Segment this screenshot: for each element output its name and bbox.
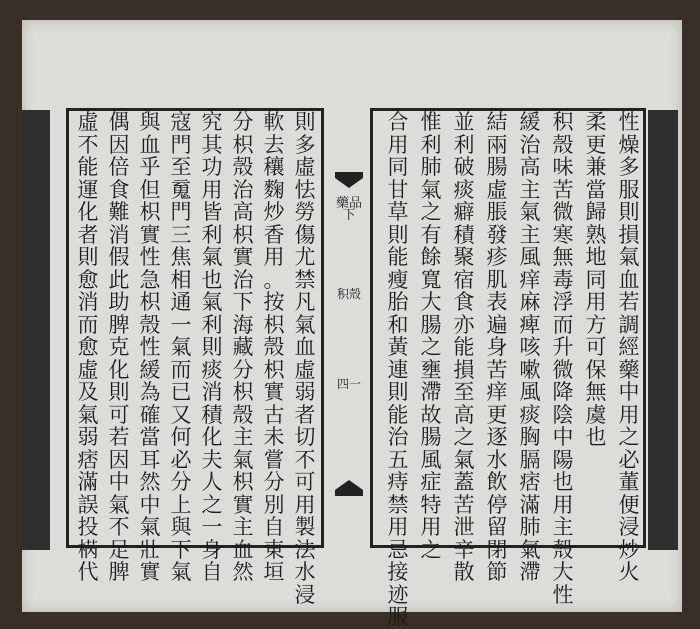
volume-label: 藥品下 xyxy=(335,196,362,223)
text-column: 究 其 功 用 皆 利 氣 也 氣 利 則 痰 消 積 化 夫 人 之 一 身 自 xyxy=(201,110,223,584)
left-page xyxy=(69,110,321,607)
text-column: 惟 利 肺 氣 之 有 餘 寬 大 腸 之 壅 滯 故 腸 風 症 特 用 之 xyxy=(420,110,442,562)
text-column: 緩 治 高 主 氣 主 風 痒 麻 痺 咳 嗽 風 痰 胸 膈 痞 滿 肺 氣 滯 xyxy=(519,110,541,584)
text-column: 性 燥 多 服 則 損 氣 血 若 調 經 藥 中 用 之 必 董 便 浸 炒 火 xyxy=(618,110,640,584)
page-number: 四一 xyxy=(336,377,361,391)
text-column: 虛 不 能 運 化 者 則 愈 消 而 愈 虛 及 氣 弱 痞 滿 誤 投 𣓃 代 xyxy=(77,110,99,584)
text-column: 寇 門 至 䰟 門 三 焦 相 通 一 氣 而 已 又 何 必 分 上 與 下 氣 xyxy=(170,110,192,584)
text-column: 偶 因 倍 食 難 消 假 此 助 脾 克 化 則 可 若 因 中 氣 不 足 脾 xyxy=(108,110,130,584)
text-column: 柔 更 兼 當 歸 熟 地 同 用 方 可 保 無 虞 也 xyxy=(585,110,607,449)
text-column: 积 殼 味 苦 微 寒 無 毒 浮 而 升 微 降 陰 中 陽 也 用 主 殼 大 性 xyxy=(552,110,574,607)
text-column: 軟 去 穰 麴 炒 香 用 。 按 枳 殼 枳 實 古 未 嘗 分 別 自 東 垣 xyxy=(263,110,285,584)
text-column: 與 血 乎 但 枳 實 性 急 枳 殼 性 緩 為 確 當 耳 然 中 氣 壯 實 xyxy=(139,110,161,584)
left-dark-strip xyxy=(22,110,50,550)
fish-tail-top-icon xyxy=(335,172,363,190)
text-column: 結 兩 腸 虛 脹 發 疹 肌 表 遍 身 苦 痒 更 逐 水 飲 停 留 閉 節 xyxy=(486,110,508,584)
text-column: 分 枳 殼 治 高 枳 實 治 下 海 藏 分 枳 殼 主 氣 枳 實 主 血 然 xyxy=(232,110,254,584)
text-column: 並 利 破 痰 癖 積 聚 宿 食 亦 能 損 至 高 之 氣 蓋 苦 泄 辛 散 xyxy=(453,110,475,584)
text-column: 則 多 虛 怯 勞 傷 尤 禁 凡 氣 血 虛 弱 者 切 不 可 用 製 法 水 浸 xyxy=(294,110,316,607)
right-dark-strip xyxy=(648,110,678,550)
right-page xyxy=(373,110,643,629)
item-label: 积殼 xyxy=(336,287,361,301)
fish-tail-bottom-icon xyxy=(335,478,363,496)
center-fold xyxy=(335,160,363,550)
text-column: 合 用 同 甘 草 則 能 瘦 胎 和 黃 連 則 能 治 五 痔 禁 用 忌 接 迹 服 xyxy=(387,110,409,629)
